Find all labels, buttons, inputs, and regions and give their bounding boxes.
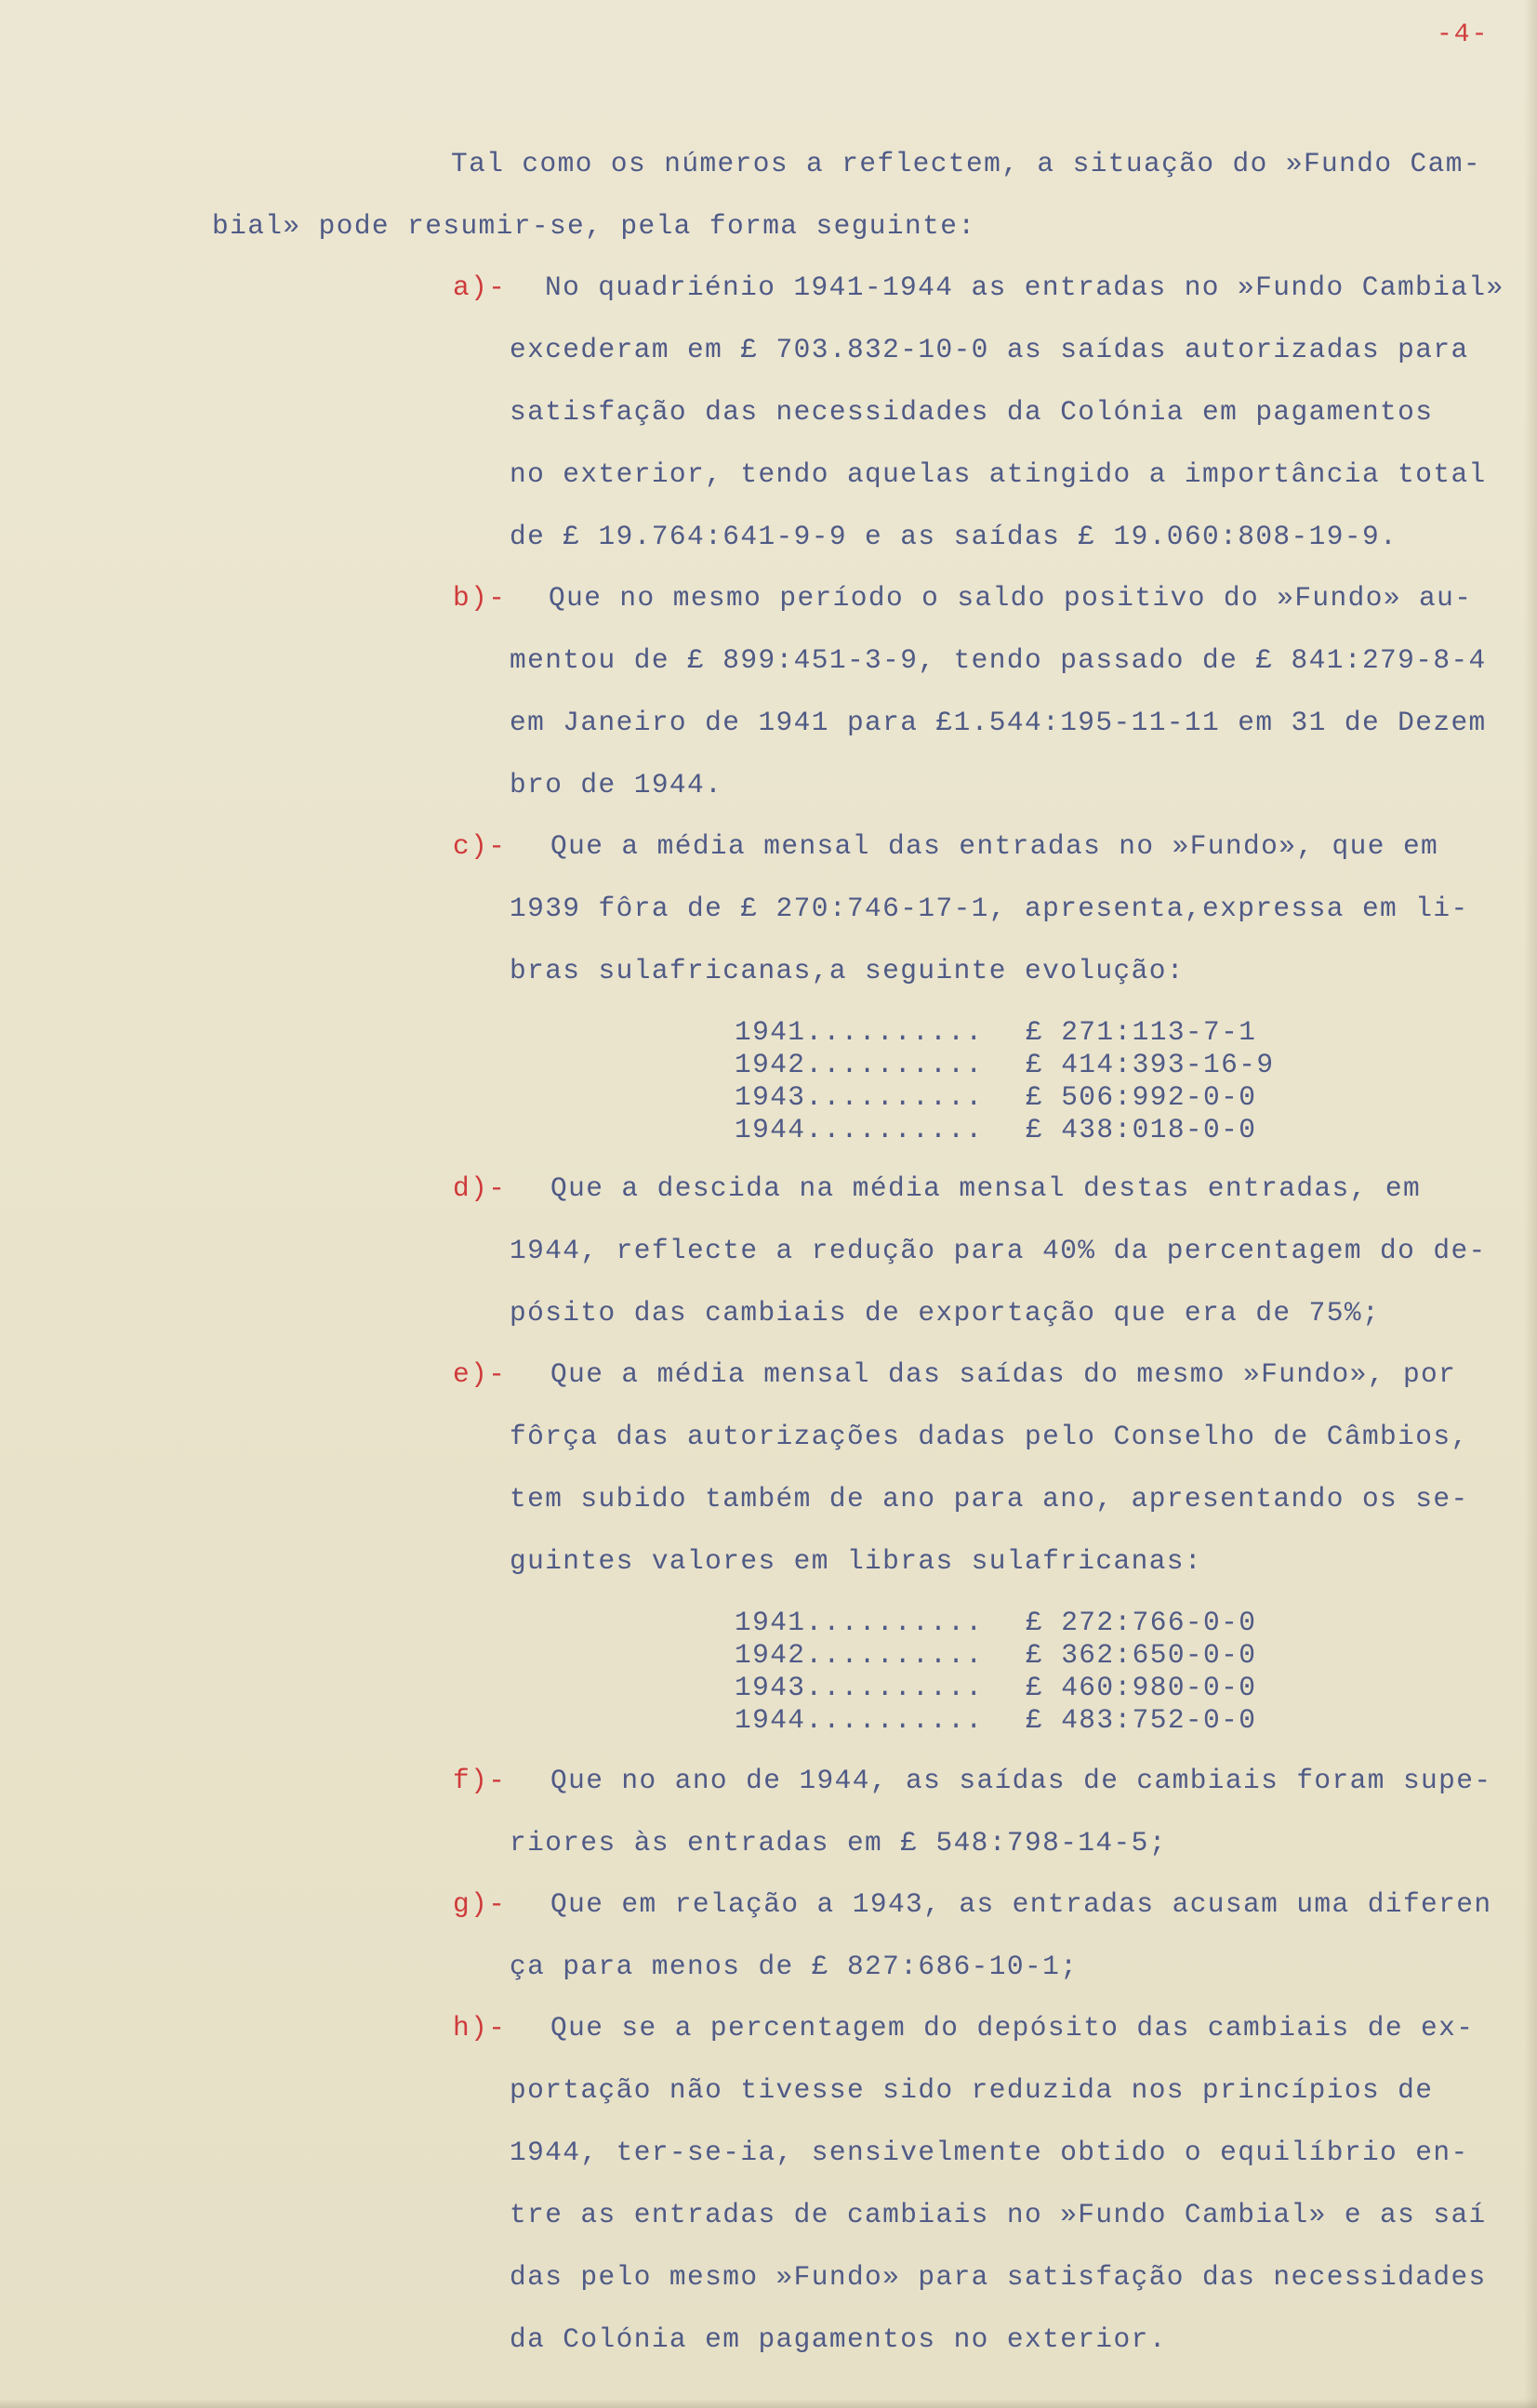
table-saidas-value: £ 272:766-0-0 bbox=[1026, 1607, 1257, 1638]
item-e-line: guintes valores em libras sulafricanas: bbox=[510, 1545, 1203, 1577]
item-e-line: tem subido também de ano para ano, apresentando os se- bbox=[510, 1483, 1469, 1515]
intro-line: Tal como os números a reflectem, a situação do »Fundo Cam- bbox=[451, 148, 1481, 179]
item-marker-f: f)- bbox=[453, 1765, 507, 1796]
item-c-line: 1939 fôra de £ 270:746-17-1, apresenta,expressa em li- bbox=[510, 893, 1469, 924]
item-e-line: Que a média mensal das saídas do mesmo »Fundo», por bbox=[550, 1358, 1457, 1390]
item-d-line: pósito das cambiais de exportação que era de 75%; bbox=[510, 1297, 1381, 1329]
item-d-line: 1944, reflecte a redução para 40% da percentagem do de- bbox=[510, 1235, 1487, 1266]
table-entradas-value: £ 506:992-0-0 bbox=[1026, 1081, 1257, 1113]
item-a-line: excederam em £ 703.832-10-0 as saídas autorizadas para bbox=[510, 334, 1469, 365]
table-saidas-value: £ 460:980-0-0 bbox=[1026, 1672, 1257, 1703]
item-a-line: de £ 19.764:641-9-9 e as saídas £ 19.060:808-19-9. bbox=[510, 521, 1398, 552]
table-saidas-year: 1943.......... bbox=[735, 1672, 984, 1703]
table-entradas-year: 1941.......... bbox=[735, 1016, 984, 1048]
table-entradas-year: 1942.......... bbox=[735, 1049, 984, 1080]
table-entradas-value: £ 271:113-7-1 bbox=[1026, 1016, 1257, 1048]
item-e-line: fôrça das autorizações dadas pelo Conselho de Câmbios, bbox=[510, 1421, 1469, 1452]
item-a-line: no exterior, tendo aquelas atingido a importância total bbox=[510, 458, 1487, 490]
item-h-line: portação não tivesse sido reduzida nos princípios de bbox=[510, 2074, 1434, 2106]
table-saidas-year: 1944.......... bbox=[735, 1704, 984, 1736]
item-marker-c: c)- bbox=[453, 830, 507, 862]
table-saidas-value: £ 483:752-0-0 bbox=[1026, 1704, 1257, 1736]
paper-bottom-shadow bbox=[0, 2399, 1537, 2408]
table-entradas-value: £ 414:393-16-9 bbox=[1026, 1049, 1275, 1080]
item-marker-b: b)- bbox=[453, 582, 507, 614]
item-b-line: Que no mesmo período o saldo positivo do »Fundo» au- bbox=[549, 582, 1473, 614]
table-saidas-value: £ 362:650-0-0 bbox=[1026, 1639, 1257, 1671]
item-h-line: das pelo mesmo »Fundo» para satisfação das necessidades bbox=[510, 2261, 1487, 2293]
item-d-line: Que a descida na média mensal destas entradas, em bbox=[550, 1172, 1422, 1204]
intro-line: bial» pode resumir-se, pela forma seguinte: bbox=[212, 210, 976, 242]
item-marker-a: a)- bbox=[453, 271, 507, 303]
item-f-line: riores às entradas em £ 548:798-14-5; bbox=[510, 1827, 1167, 1859]
page-number: -4- bbox=[1437, 20, 1490, 49]
item-f-line: Que no ano de 1944, as saídas de cambiais foram supe- bbox=[550, 1765, 1492, 1796]
item-marker-d: d)- bbox=[453, 1172, 507, 1204]
item-marker-h: h)- bbox=[453, 2012, 507, 2044]
item-h-line: 1944, ter-se-ia, sensivelmente obtido o equilíbrio en- bbox=[510, 2137, 1469, 2168]
item-c-line: bras sulafricanas,a seguinte evolução: bbox=[510, 955, 1185, 986]
item-h-line: da Colónia em pagamentos no exterior. bbox=[510, 2323, 1167, 2355]
item-b-line: mentou de £ 899:451-3-9, tendo passado de £ 841:279-8-4 bbox=[510, 644, 1487, 676]
item-g-line: Que em relação a 1943, as entradas acusam uma diferen bbox=[550, 1888, 1492, 1920]
item-a-line: satisfação das necessidades da Colónia em pagamentos bbox=[510, 396, 1434, 428]
paper-edge-shadow bbox=[1524, 0, 1537, 2408]
table-saidas-year: 1941.......... bbox=[735, 1607, 984, 1638]
item-g-line: ça para menos de £ 827:686-10-1; bbox=[510, 1951, 1079, 1982]
item-b-line: em Janeiro de 1941 para £1.544:195-11-11 em 31 de Dezem bbox=[510, 707, 1487, 738]
item-h-line: Que se a percentagem do depósito das cambiais de ex- bbox=[550, 2012, 1475, 2044]
item-marker-g: g)- bbox=[453, 1888, 507, 1920]
item-b-line: bro de 1944. bbox=[510, 769, 723, 800]
item-c-line: Que a média mensal das entradas no »Fundo», que em bbox=[550, 830, 1439, 862]
table-saidas-year: 1942.......... bbox=[735, 1639, 984, 1671]
table-entradas-value: £ 438:018-0-0 bbox=[1026, 1114, 1257, 1145]
item-a-line: No quadriénio 1941-1944 as entradas no »Fundo Cambial» bbox=[545, 271, 1504, 303]
table-entradas-year: 1944.......... bbox=[735, 1114, 984, 1145]
item-marker-e: e)- bbox=[453, 1358, 507, 1390]
item-h-line: tre as entradas de cambiais no »Fundo Cambial» e as saí bbox=[510, 2199, 1487, 2230]
table-entradas-year: 1943.......... bbox=[735, 1081, 984, 1113]
